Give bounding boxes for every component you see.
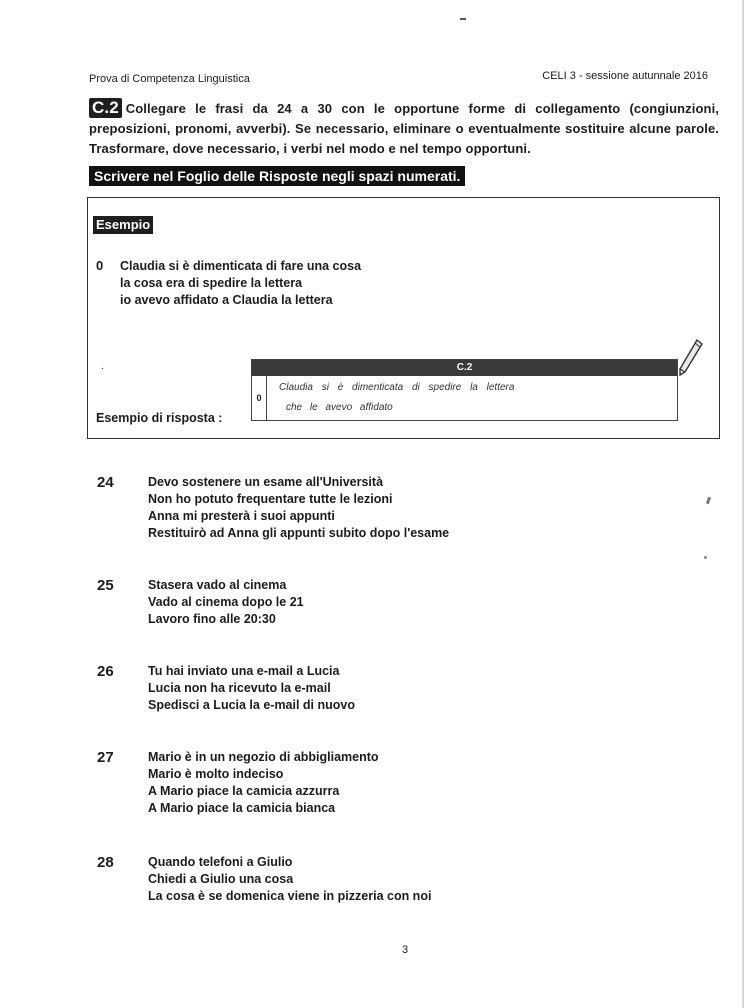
item-sentence: Lavoro fino alle 20:30 — [148, 612, 276, 626]
item-sentence: A Mario piace la camicia azzurra — [148, 784, 340, 798]
item-sentence: Chiedi a Giulio una cosa — [148, 872, 294, 886]
example-sentence: io avevo affidato a Claudia la lettera — [120, 293, 333, 307]
example-sentence: Claudia si è dimenticata di fare una cosa — [120, 259, 362, 273]
answer-table-number: 0 — [252, 376, 267, 420]
item-sentences — [148, 854, 431, 905]
item-sentence: Stasera vado al cinema — [148, 578, 287, 592]
example-answer-label: Esempio di risposta : — [96, 411, 223, 425]
item-sentence: Anna mi presterà i suoi appunti — [148, 509, 335, 523]
item-sentence: Quando telefoni a Giulio — [148, 855, 293, 869]
item-sentence: Non ho potuto frequentare tutte le lezioni — [148, 492, 393, 506]
item-sentence: A Mario piace la camicia bianca — [148, 801, 336, 815]
instruction-paragraph — [89, 98, 719, 159]
item-sentence: Mario è molto indeciso — [148, 767, 284, 781]
header-session: CELI 3 - sessione autunnale 2016 — [542, 70, 708, 82]
item-sentences — [148, 474, 449, 542]
item-number: 28 — [97, 854, 114, 871]
item-sentences — [148, 749, 379, 817]
item-sentence: La cosa è se domenica viene in pizzeria con noi — [148, 889, 432, 903]
item-number: 25 — [97, 577, 114, 594]
example-number: 0 — [96, 258, 104, 273]
answer-table-header: C.2 — [252, 360, 677, 376]
answer-line-1: Claudia si è dimenticata di spedire la lettera — [279, 382, 515, 393]
answer-table — [251, 359, 678, 421]
section-code-badge: C.2 — [89, 98, 122, 118]
page-edge-shadow — [742, 0, 744, 1008]
item-number: 27 — [97, 749, 114, 766]
instruction-text: Collegare le frasi da 24 a 30 con le opportune forme di collegamento (congiunzioni, preposizioni, pronomi, avverbi). Se necessario, eliminare o eventualmente sostituire alcune parole. Trasformare, dove necessario, i verbi nel modo e nel tempo opportuni. — [89, 101, 719, 156]
item-sentences — [148, 577, 304, 628]
item-sentence: Spedisci a Lucia la e-mail di nuovo — [148, 698, 356, 712]
header-title: Prova di Competenza Linguistica — [89, 73, 250, 85]
item-sentence: Restituirò ad Anna gli appunti subito dopo l'esame — [148, 526, 450, 540]
item-sentence: Lucia non ha ricevuto la e-mail — [148, 681, 331, 695]
item-sentence: Tu hai inviato una e-mail a Lucia — [148, 664, 340, 678]
item-number: 26 — [97, 663, 114, 680]
item-number: 24 — [97, 474, 114, 491]
page-number: 3 — [402, 944, 409, 956]
example-sentence: la cosa era di spedire la lettera — [120, 276, 303, 290]
scan-speck — [704, 556, 707, 559]
item-sentence: Mario è in un negozio di abbigliamento — [148, 750, 379, 764]
pencil-icon — [675, 338, 705, 378]
scan-speck — [706, 497, 711, 505]
item-sentence: Vado al cinema dopo le 21 — [148, 595, 304, 609]
answer-sheet-banner: Scrivere nel Foglio delle Risposte negli spazi numerati. — [89, 166, 465, 186]
example-sentences — [120, 258, 361, 309]
item-sentence: Devo sostenere un esame all'Università — [148, 475, 384, 489]
scan-mark — [460, 18, 466, 20]
example-box — [87, 197, 720, 439]
example-label: Esempio — [93, 216, 153, 234]
answer-line-2: che le avevo affidato — [286, 402, 393, 413]
item-sentences — [148, 663, 355, 714]
stray-dot: . — [101, 361, 104, 372]
